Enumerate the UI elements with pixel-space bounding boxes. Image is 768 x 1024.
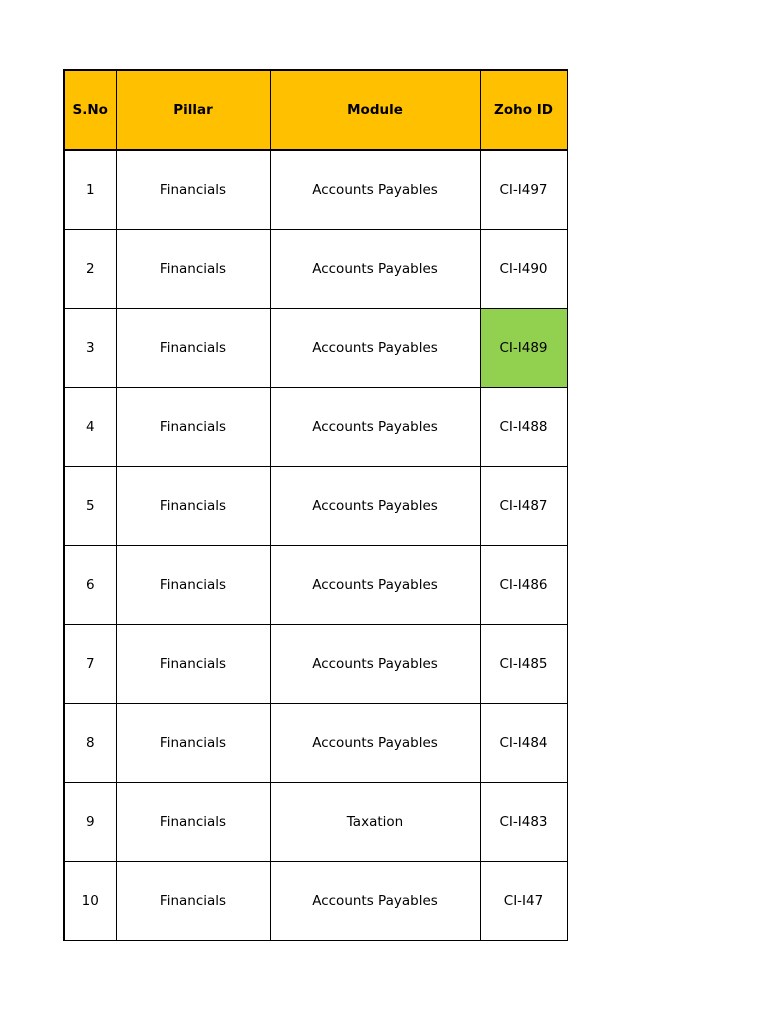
cell-zoho-id: CI-I497 — [480, 150, 567, 230]
cell-zoho-id: CI-I486 — [480, 546, 567, 625]
cell-pillar: Financials — [116, 625, 270, 704]
header-row — [64, 70, 567, 150]
cell-zoho-id: CI-I483 — [480, 783, 567, 862]
cell-sno: 4 — [64, 388, 116, 467]
cell-module: Accounts Payables — [270, 309, 480, 388]
table-row — [64, 467, 567, 546]
table-row — [64, 625, 567, 704]
cell-module: Taxation — [270, 783, 480, 862]
cell-sno: 2 — [64, 230, 116, 309]
cell-sno: 8 — [64, 704, 116, 783]
cell-module: Accounts Payables — [270, 625, 480, 704]
cell-sno: 6 — [64, 546, 116, 625]
cell-zoho-id: CI-I488 — [480, 388, 567, 467]
data-table — [63, 69, 568, 941]
header-module: Module — [270, 70, 480, 150]
table-row — [64, 309, 567, 388]
cell-zoho-id: CI-I487 — [480, 467, 567, 546]
cell-sno: 10 — [64, 862, 116, 941]
cell-module: Accounts Payables — [270, 230, 480, 309]
header-sno: S.No — [64, 70, 116, 150]
cell-zoho-id: CI-I47 — [480, 862, 567, 941]
cell-pillar: Financials — [116, 546, 270, 625]
cell-pillar: Financials — [116, 704, 270, 783]
cell-pillar: Financials — [116, 388, 270, 467]
table-row — [64, 150, 567, 230]
table-row — [64, 704, 567, 783]
table-row — [64, 546, 567, 625]
cell-sno: 7 — [64, 625, 116, 704]
cell-zoho-id: CI-I490 — [480, 230, 567, 309]
cell-pillar: Financials — [116, 309, 270, 388]
cell-pillar: Financials — [116, 783, 270, 862]
cell-zoho-id: CI-I485 — [480, 625, 567, 704]
table-row — [64, 783, 567, 862]
cell-module: Accounts Payables — [270, 150, 480, 230]
cell-module: Accounts Payables — [270, 467, 480, 546]
cell-module: Accounts Payables — [270, 862, 480, 941]
cell-sno: 1 — [64, 150, 116, 230]
cell-pillar: Financials — [116, 230, 270, 309]
cell-module: Accounts Payables — [270, 704, 480, 783]
table-row — [64, 388, 567, 467]
cell-pillar: Financials — [116, 862, 270, 941]
cell-sno: 3 — [64, 309, 116, 388]
cell-sno: 5 — [64, 467, 116, 546]
cell-pillar: Financials — [116, 150, 270, 230]
header-pillar: Pillar — [116, 70, 270, 150]
table-row — [64, 862, 567, 941]
table-row — [64, 230, 567, 309]
cell-zoho-id: CI-I489 — [480, 309, 567, 388]
cell-pillar: Financials — [116, 467, 270, 546]
cell-zoho-id: CI-I484 — [480, 704, 567, 783]
cell-module: Accounts Payables — [270, 546, 480, 625]
cell-module: Accounts Payables — [270, 388, 480, 467]
cell-sno: 9 — [64, 783, 116, 862]
header-zoho-id: Zoho ID — [480, 70, 567, 150]
